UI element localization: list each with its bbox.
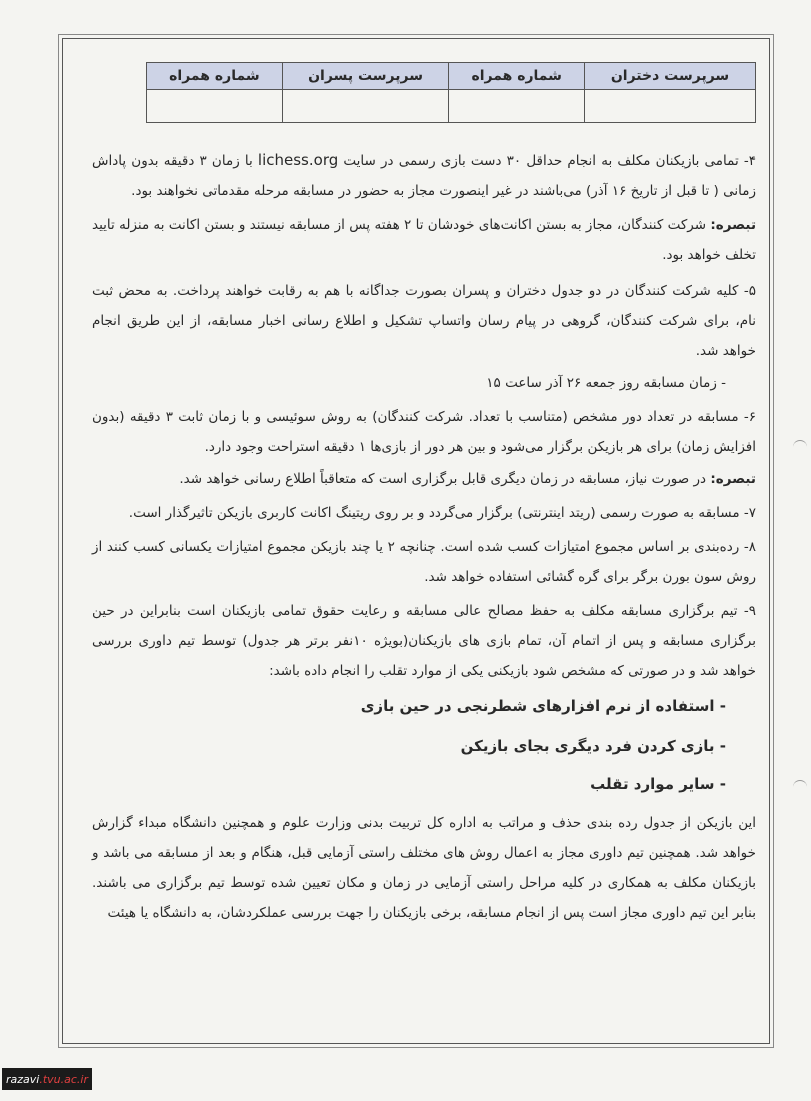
note-1: تبصره: شرکت کنندگان، مجاز به بستن اکانت‌های خودشان تا ۲ هفته پس از مسابقه نیستند و بستن اکانت به منزله تایید تخلف خواهد بود. [92, 217, 757, 263]
header-boys-supervisor: سرپرست پسران [282, 63, 449, 90]
cell-phone-2 [147, 90, 283, 123]
rule-7: ۷- مسابقه به صورت رسمی (ریتد اینترنتی) برگزار می‌گردد و بر روی ریتینگ اکانت کاربری بازیکن تاثیرگذار است. [128, 505, 756, 521]
header-phone-1: شماره همراه [449, 63, 585, 90]
cell-boys-supervisor [282, 90, 449, 123]
cheat-item-software: - استفاده از نرم افزارهای شطرنجی در حین بازی [360, 697, 726, 715]
closing-paragraph: این بازیکن از جدول رده بندی حذف و مراتب به اداره کل تربیت بدنی وزارت علوم و همچنین دانشگاه مبداء گزارش خواهد شد. همچنین تیم داوری مجاز به اعمال روش های مختلف راستی آزمایی قبل، هنگام و بعد از مسابقه می باشد و بازیکنان مکلف به همکاری در کلیه مراحل راستی آزمایی در زمان و مکان تعیین شده توسط تیم برگزاری می باشند. بنابر این تیم داوری مجاز است پس از انجام مسابقه، برخی بازیکنان را جهت بررسی عملکردشان، به دانشگاه یا هیئت [92, 815, 756, 921]
site-name: lichess.org [257, 151, 339, 169]
rule-6: ۶- مسابقه در تعداد دور مشخص (متناسب با تعداد. شرکت کنندگان) به روش سوئیسی و با زمان ثابت ۳ دقیقه (بدون افزایش زمان) برای هر بازیکن برگزار می‌شود و بین هر دور از بازی‌ها ۱ دقیقه استراحت وجود دارد. [92, 409, 757, 455]
site-watermark: razavi .tvu.ac.ir [2, 1068, 92, 1090]
rule-8: ۸- رده‌بندی بر اساس مجموع امتیازات کسب شده است. چنانچه ۲ یا چند بازیکن مجموع امتیازات یکسانی کسب کنند از روش سون بورن برگر برای گره گشائی استفاده خواهد شد. [92, 539, 756, 585]
cell-phone-1 [449, 90, 585, 123]
cell-girls-supervisor [585, 90, 756, 123]
rule-9: ۹- تیم برگزاری مسابقه مکلف به حفظ مصالح عالی مسابقه و رعایت حقوق تمامی بازیکنان است بنابراین در حین برگزاری مسابقه و پس از اتمام آن، تمام بازی های بازیکنان(بویژه ۱۰نفر برتر هر جدول) توسط تیم داوری بررسی خواهد شد و در صورتی که مشخص شود بازیکنی یکی از موارد تقلب را انجام داده باشد: [92, 603, 756, 679]
header-girls-supervisor: سرپرست دختران [585, 63, 756, 90]
supervisors-table [146, 62, 756, 123]
match-time: - زمان مسابقه روز جمعه ۲۶ آذر ساعت ۱۵ [486, 375, 726, 391]
document-body [92, 60, 756, 928]
header-phone-2: شماره همراه [147, 63, 283, 90]
note-2: تبصره: در صورت نیاز، مسابقه در زمان دیگری قابل برگزاری است که متعاقباً اطلاع رسانی خواهد شد. [179, 471, 756, 487]
cheat-item-other: - سایر موارد تقلب [590, 775, 726, 793]
cheat-item-substitute: - بازی کردن فرد دیگری بجای بازیکن [460, 737, 726, 755]
rule-4: ۴- تمامی بازیکنان مکلف به انجام حداقل ۳۰ دست بازی رسمی در سایت lichess.org با زمان ۳ دقیقه بدون پاداش زمانی ( تا قبل از تاریخ ۱۶ آذر) می‌باشند در غیر اینصورت مجاز به حضور در مسابقه مرحله مقدماتی نخواهند بود. [92, 151, 756, 199]
scan-edge-mark [793, 780, 807, 791]
scan-edge-mark [793, 440, 807, 451]
rule-5: ۵- کلیه شرکت کنندگان در دو جدول دختران و پسران بصورت جداگانه با هم به رقابت خواهند پرداخت. به محض ثبت نام، برای شرکت کنندگان، گروهی در پیام رسان واتساپ تشکیل و اطلاع رسانی اخبار مسابقه، از این طریق انجام خواهد شد. [92, 283, 756, 359]
